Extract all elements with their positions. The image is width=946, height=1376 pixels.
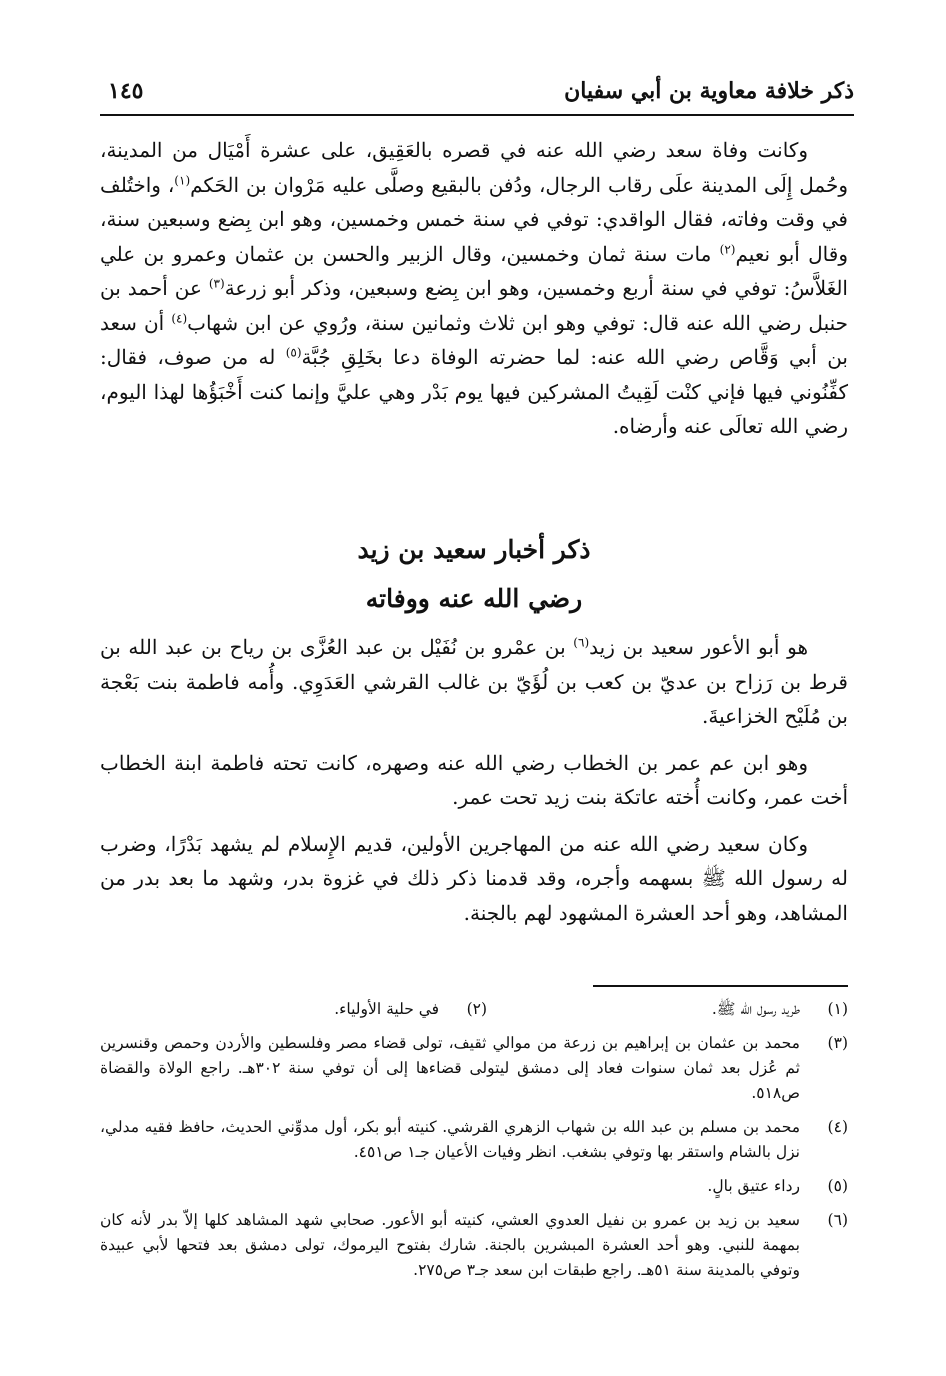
- running-title: ذكر خلافة معاوية بن أبي سفيان: [564, 78, 854, 104]
- footnote-ref: (٣): [208, 276, 225, 291]
- section-text: [100, 630, 848, 942]
- paragraph: وكان سعيد رضي الله عنه من المهاجرين الأولين، قديم الإِسلام لم يشهد بَدْرًا، وضرب له رسول الله ﷺ بسهمه وأجره، وقد قدمنا ذكر ذلك في غزوة بدر، وشهد ما بعد بدر من المشاهد، وهو أحد العشرة المشهود لهم بالجنة.: [100, 831, 848, 925]
- footnote-text: محمد بن عثمان بن إبراهيم بن زرعة من موالي ثقيف، تولى قضاء مصر وفلسطين والأردن وحمص وقنسرين ثم عُزل بعد ثمان سنوات فعاد إلى دمشق ليتولى قضاءها إلى أن توفي سنة ٣٠٢هـ. راجع الولاة والقضاة ص٥١٨.: [100, 1034, 800, 1102]
- text-run: مات سنة ثمان وخمسين، وقال الزبير والحسن بن عثمان وعمرو بن علي الغَلاَّسُ: توفي في سنة أربع وخمسين، وهو ابن بِضع وسبعين، وذكر أبو زرعة: [100, 241, 848, 300]
- section-subtitle: رضي الله عنه ووفاته: [365, 584, 583, 613]
- page-number: ١٤٥: [108, 78, 144, 104]
- footnote-divider: [593, 985, 848, 987]
- text-run: أن سعد بن أبي وَقَّاص رضي الله عنه: لما حضرته الوفاة دعا بخَلِقِ جُبَّة: [100, 310, 848, 369]
- footnote-ref: (١): [174, 172, 191, 187]
- footnote-ref: (٥): [285, 345, 302, 360]
- footnote-number: (٦): [827, 1211, 848, 1229]
- footnote: [487, 997, 848, 1022]
- footnote-text: رداء عتيق بالٍ.: [707, 1177, 800, 1195]
- text-run: عن أحمد بن حنبل رضي الله عنه قال: توفي وهو ابن ثلاث وثمانين سنة، ورُوي عن ابن شهاب: [100, 276, 848, 335]
- text-run: بن عمْرو بن نُفَيْل بن عبد العُزَّى بن رياح بن عبد الله بن قرط بن رَزاح بن عديّ بن كعب بن لُؤَيّ بن غالب القرشي العَدَوِي. وأُمه فاطمة بنت بَعْجة بن مُلَيْح الخزاعيةَ.: [100, 635, 848, 728]
- footnote: [100, 997, 487, 1022]
- paragraph: [100, 133, 848, 444]
- footnote-ref: (٤): [171, 310, 188, 325]
- footnote-text: سعيد بن زيد بن عمرو بن نفيل العدوي العشي، كنيته أبو الأعور. صحابي شهد المشاهد كلها إلاّ بدر لأنه كان بمهمة للنبي. وهو أحد العشرة المبشرين بالجنة. شارك بفتوح اليرموك، تولى دمشق بعد فتحها لأبي عبيدة وتوفي بالمدينة سنة ٥١هـ. راجع طبقات ابن سعد جـ٣ ص٢٧٥.: [100, 1211, 800, 1279]
- footnote: [100, 1174, 848, 1199]
- text-run: هو أبو الأعور سعيد بن زيد: [589, 635, 809, 659]
- footnote-number: (١): [827, 1000, 848, 1018]
- paragraph: [100, 630, 848, 734]
- footnote-text: طريد رسول الله ﷺ.: [711, 1000, 800, 1018]
- footnote-ref: (٦): [573, 635, 590, 650]
- text-run: وكانت وفاة سعد رضي الله عنه في قصره بالعَقِيق، على عشرة أَمْيَال من المدينة، وحُمل إِلَى المدينة علَى رقاب الرجال، ودُفن بالبقيع وصلَّى عليه مَرْوان بن الحَكم: [100, 138, 849, 197]
- footnote-ref: (٢): [719, 241, 736, 256]
- footnote: [100, 1208, 848, 1283]
- paragraph: وهو ابن عم عمر بن الخطاب رضي الله عنه وصهره، كانت تحته فاطمة ابنة الخطاب أخت عمر، وكانت أُخته عاتكة بنت زيد تحت عمر.: [100, 750, 848, 809]
- footnote-number: (٤): [827, 1118, 848, 1136]
- footnote-text: محمد بن مسلم بن عبد الله بن شهاب الزهري القرشي. كنيته أبو بكر، أول مدوِّني الحديث، حافظ فقيه مدلي، نزل بالشام واستقر بها وتوفي بشغب. انظر وفيات الأعيان جـ١ ص٤٥١.: [100, 1118, 800, 1161]
- footnote-number: (٥): [827, 1177, 848, 1195]
- main-text: [100, 133, 848, 444]
- text-run: له من صوف، فقال: كفِّنُوني فيها فإني كنْت لَقِيتُ المشركين فيها يوم بَدْر وهي عليَّ وإنما كنت أَخْبَؤُها لهذا اليوم، رضي الله تعالَى عنه وأرضاه.: [100, 345, 848, 438]
- footnote: [100, 1031, 848, 1106]
- footnote-row: [100, 997, 848, 1031]
- footnote-number: (٢): [466, 1000, 488, 1018]
- footnote: [100, 1115, 848, 1165]
- footnotes: [100, 997, 848, 1292]
- text-run: ، واختُلف في وقت وفاته، فقال الواقدي: توفي في سنة خمس وخمسين، وهو ابن بِضع وسبعين سنة، وقال أبو نعيم: [100, 172, 848, 266]
- section-title: ذكر أخبار سعيد بن زيد: [357, 535, 591, 564]
- footnote-number: (٣): [827, 1034, 848, 1052]
- footnote-text: في حلية الأولياء.: [334, 1000, 440, 1018]
- page-header: [100, 78, 854, 116]
